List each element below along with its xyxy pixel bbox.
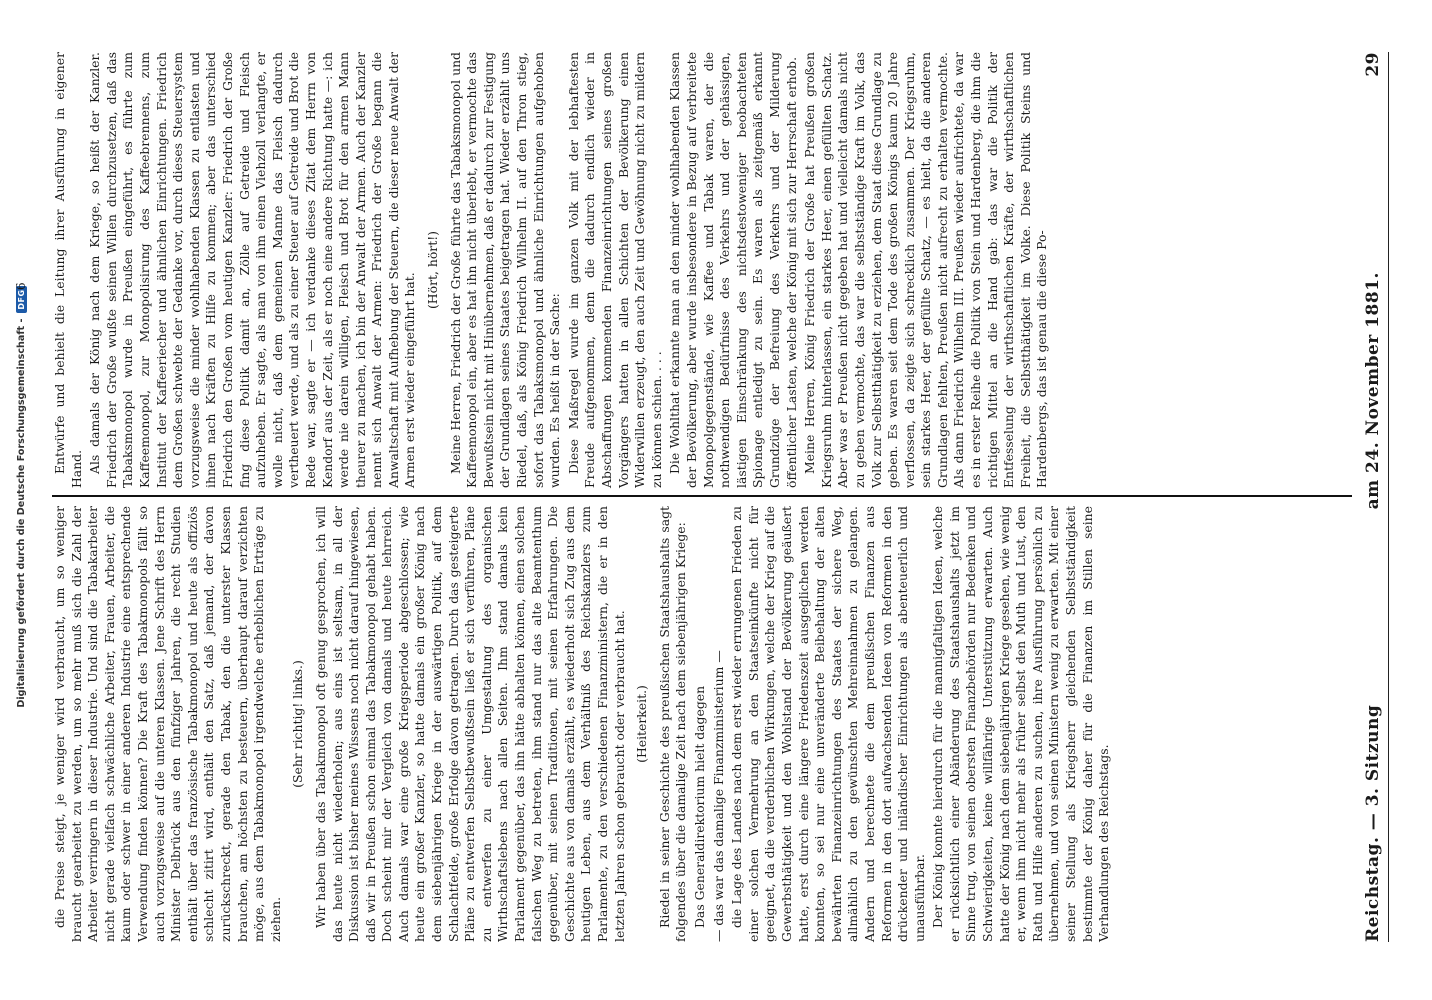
paragraph: Die Wohlthat erkannte man an den minder wohlhabenden Klassen der Bevölkerung, aber wurde insbesondere in Bezug auf verbreitete Monopolgegenstände, wie Kaffee und Tabak waren, der die nothwendigen Bedürfnisse des Verkehrs und der gehässigen, lästigen Einschränkung des nichtsdestoweniger beobachteten Spionage entledigt zu sein. Es waren als zeitgemäß erkannt Grundzüge der Befreiung des Verkehrs und der Milderung öffentlicher Lasten, welche der König mit sich zur Herrschaft erhob. — [667, 52, 799, 488]
paragraph: — das war das damalige Finanzministerium — — [710, 650, 726, 942]
dfg-logo: DFG — [16, 286, 27, 312]
paragraph: Entwürfe und behielt die Leitung ihrer Ausführung in eigener Hand. — [52, 52, 84, 488]
paragraph: Wir haben über das Tabakmonopol oft genug gesprochen, ich will das heute nicht wiederholen; aus eins ist seltsam, in all der Diskussion ist bisher meines Wissens noch nicht darauf hingewiesen, daß wir in Preußen schon einmal das Tabakmonopol gehabt haben. Doch scheint mir der Vergleich von damals und heute lehrreich. Auch damals war eine große Kriegsperiode abgeschlossen; wie heute ein großer Kanzler, so hatte damals ein großer König nach dem siebenjährigen Kriege in der auswärtigen Politik, auf dem Schlachtfelde, große Erfolge davon getragen. Durch das gesteigerte Pläne zu entwerfen Selbstbewußtsein ließ er sich verführen, Pläne zu entwerfen zu einer Umgestaltung des organischen Wirthschaftslebens nach allen Seiten. Ihm stand damals kein Parlament gegenüber, das ihn hätte abhalten können, einen solchen falschen Weg zu betreten, ihm stand nur das alte Beamtenthum gegenüber, mit seinen Traditionen, mit seinen Erfahrungen. Die Geschichte aus von damals erzählt, es wiederholt sich Zug aus dem heutigen Leben, aus dem Verhältniß des Reichskanzlers zum Parlamente, zu den verschiedenen Finanzministern, die er in den letzten Jahren schon gebraucht oder verbraucht hat. — [312, 506, 627, 942]
header-rule — [1388, 52, 1389, 942]
signature-mark: 6 — [14, 282, 28, 290]
header-session: Reichstag. — 3. Sitzung — [1363, 704, 1383, 942]
paragraph: Das Generaldirektorium hielt dagegen — [691, 685, 707, 928]
interjection: (Sehr richtig! links.) — [290, 660, 306, 788]
paragraph: die Preise steigt, je weniger wird verbraucht, um so weniger braucht gearbeitet zu werden, um so mehr muß sich die Zahl der Arbeiter verringern in dieser Industrie. Und sind die Tabakarbeiter nicht gerade vielfach schwächliche Arbeiter, Frauen, Arbeiter, die kaum oder schwer in einer anderen Industrie eine entsprechende Verwendung finden können? Die Kraft des Tabakmonopols fällt so auch vorzugsweise auf die unteren Klassen. Jene Schrift des Herrn Minister Delbrück aus den fünfziger Jahren, die recht Studien enthält über das französische Tabakmonopol und heute als offiziös schlecht zitirt wird, enthält den Satz, daß jemand, der davon zurückschreckt, gerade den Tabak, den die unterster Klassen brauchen, am höchsten zu besteuern, überhaupt darauf verzichten möge, aus dem Tabakmonopol irgendwelche erheblichen Erträge zu ziehen. — [52, 506, 283, 942]
paragraph: Meine Herren, König Friedrich der Große hat Preußen großen Kriegsruhm hinterlassen, ein starkes Heer, einen gefüllten Schatz. Aber was er Preußen nicht gegeben hat und vielleicht damals nicht zu geben vermochte, das war die selbstständige Kraft im Volk, das Volk zur Selbstthätigkeit zu erziehen, dem Staat diese Grundlage zu geben. Es waren seit dem Tode des großen Königs kaum 20 Jahre verflossen, da zeigte sich schrecklich zusammen. Der Kriegsruhm, sein starkes Heer, der gefüllte Schatz, — es hielt, da die anderen Grundlagen fehlten, Preußen nicht aufrecht zu erhalten vermochte. Als dann Friedrich Wilhelm III. Preußen wieder aufrichtete, da war es in erster Reihe die Politik von Stein und Hardenberg, die ihm die richtigen Mittel an die Hand gab: das war die Politik der Entfesselung der wirthschaftlichen Kräfte, der wirthschaftlichen Freiheit, die Selbstthätigkeit im Volke. Diese Politik Steins und Hardenbergs, das ist genau die diese Po- — [802, 52, 1050, 488]
paragraph: die Lage des Landes nach dem erst wieder errungenen Frieden zu einer solchen Vermehrung an den Staatseinkünfte nicht für geeignet, da die verderblichen Wirkungen, welche der Krieg auf die Gewerbsthätigkeit und den Wohlstand der Bevölkerung geäußert hatte, erst durch eine längere Friedenszeit ausgeglichen werden konnten, so sei nur eine unveränderte Beibehaltung der alten bewährten Finanzeinrichtungen des Staates der sichere Weg, allmählich zu den gewünschten Mehreinnahmen zu gelangen. Andern und berechnete die dem preußischen Finanzen aus Reformen in den dort aufwachsenden Ideen von Reformen in den drückender und inländischer Einrichtungen als abenteuerlich und unausführbar. — [729, 506, 927, 942]
paragraph: Diese Maßregel wurde im ganzen Volk mit der lebhaftesten Freude aufgenommen, denn die dadurch endlich wieder in Abschaffungen kommenden Finanzeinrichtungen seines großen Vorgängers hatten in allen Schichten der Bevölkerung einen Widerwillen erzeugt, den auch Zeit und Gewöhnung nicht zu mildern zu können schien. . . . — [565, 52, 664, 488]
interjection: (Heiterkeit.) — [634, 685, 650, 763]
digitization-text: Digitalisierung gefördert durch die Deutsche Forschungsgemeinschaft - — [15, 318, 27, 708]
digitization-note — [12, 52, 30, 942]
paragraph: Riedel in seiner Geschichte des preußischen Staatshaushalts sagt folgendes über die damalige Zeit nach dem siebenjährigen Kriege: — [656, 506, 689, 942]
paragraph: Meine Herren, Friedrich der Große führte das Tabaksmonopol und Kaffeemonopol ein, aber es hat ihn nicht überlebt, er vermochte das Bewußtsein nicht mit Hinübernehmen, daß er dadurch zur Festigung der Grundlagen seines Staates beigetragen hat. Wieder erzählt uns Riedel, daß, als König Friedrich Wilhelm II. auf den Thron stieg, sofort das Tabaksmonopol und ähnliche Einrichtungen aufgehoben wurden. Es heißt in der Sache: — [447, 52, 563, 488]
page-number: 29 — [1363, 52, 1383, 77]
column-divider — [52, 495, 1352, 497]
interjection: (Hört, hört!) — [425, 230, 441, 310]
paragraph: Der König konnte hierdurch für die mannigfaltigen Ideen, welche er rücksichtlich einer Abänderung des Staatshaushalts jetzt im Sinne trug, von seinen obersten Finanzbehörden nur Bedenken und Schwierigkeiten, keine willfährige Unterstützung erwarten. Auch hatte der König nach dem siebenjährigen Kriege gesehen, wie wenig er, wenn ihm nicht mehr als früher selbst den Muth und Lust, den Rath und Hilfe anderen zu suchen, ihre Ausführung persönlich zu übernehmen, und von seinen Ministern wenig zu erwarten. Mit einer seiner Stellung als Kriegsherr gleichenden Selbstständigkeit bestimmte der König daher für die Finanzen im Stillen seine Verhandlungen des Reichstags. — [930, 506, 1112, 942]
header-date: am 24. November 1881. — [1363, 272, 1383, 510]
paragraph: Als damals der König nach dem Kriege, so heißt der Kanzler. Friedrich der Große wußte seinen Willen durchzusetzen, daß das Tabaksmonopol wurde in Preußen eingeführt, es führte zum Kaffeemonopol, zur Monopolisirung des Kaffeebrennens, zum Institut der Kaffeeriecher und ähnlichen Einrichtungen. Friedrich dem Großen schwebte der Gedanke vor, durch dieses Steuersystem vorzugsweise die minder wohlhabenden Klassen zu entlasten und ihnen nach Kräften zu Hilfe zu kommen; aber das unterschied Friedrich den Großen vom heutigen Kanzler: Friedrich der Große fing diese Politik damit an, Zölle auf Getreide und Fleisch aufzuheben. Er sagte, als man von ihm einen Viehzoll verlangte, er wolle nicht, daß dem gemeinen Manne das Fleisch dadurch vertheuert werde, und als zu einer Steuer auf Getreide und Brot die Rede war, sagte er — ich verdanke dieses Zitat dem Herrn von Kendorf aus der Zeit, als er noch eine andere Richtung hatte —: ich werde nie darein willigen, Fleisch und Brot für den armen Mann theurer zu machen, ich bin der Anwalt der Armen. Auch der Kanzler nennt sich Anwalt der Armen: Friedrich der Große begann die Anwaltschaft mit Aufhebung der Steuern, die dieser neue Anwalt der Armen erst wieder eingeführt hat. — [87, 52, 418, 488]
page-header — [1360, 52, 1386, 942]
